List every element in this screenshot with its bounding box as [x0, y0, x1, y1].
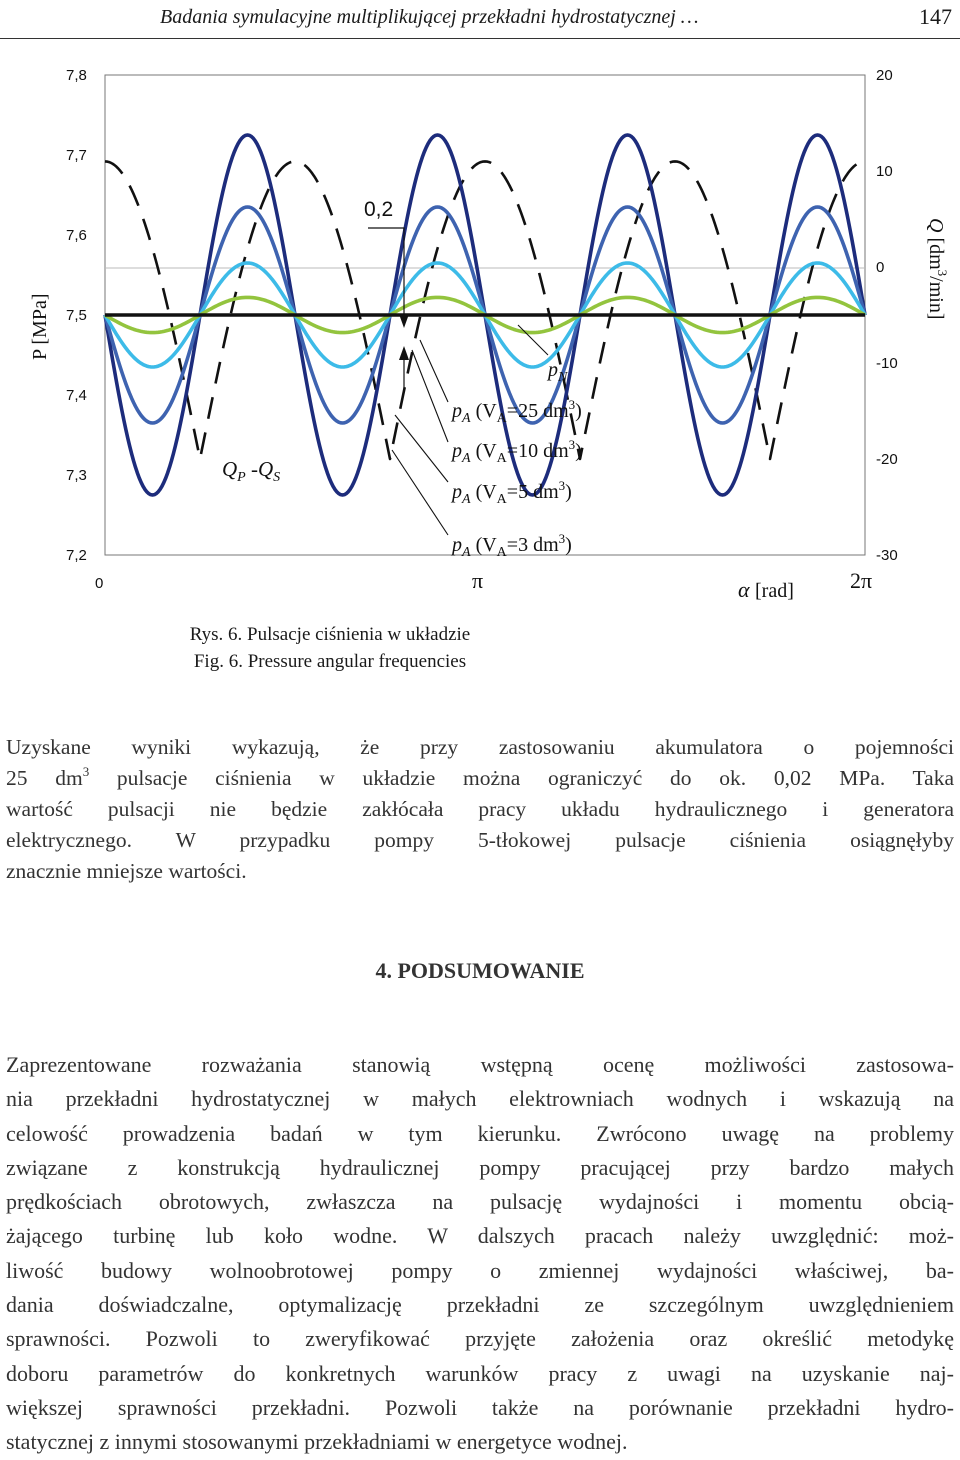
legend-fragment: =10 dm	[506, 440, 569, 462]
qp-qs-fragment: Q	[257, 457, 274, 481]
y-left-tick: 7,2	[66, 547, 87, 564]
y-left-tick: 7,4	[66, 387, 87, 404]
legend-fragment: 3	[558, 531, 566, 546]
x-tick-pi: π	[472, 568, 484, 593]
superscript: 3	[82, 764, 90, 779]
y-right-tick: -20	[876, 451, 898, 468]
legend-fragment: p	[452, 534, 462, 556]
paragraph-line: nia przekładni hydrostatycznej w małych elektrowniach wodnych i wskazują na	[6, 1086, 954, 1112]
y-right-label	[925, 218, 950, 320]
legend-leader-line	[392, 450, 448, 535]
legend-fragment: (V	[470, 481, 497, 503]
legend-fragment: )	[575, 440, 582, 462]
y-left-tick: 7,5	[66, 307, 87, 324]
legend-fragment: =3 dm	[506, 534, 559, 556]
legend-entry	[450, 397, 582, 426]
legend-fragment: A	[462, 451, 471, 466]
y-right-tick: -30	[876, 547, 898, 564]
offset-arrow-down	[399, 314, 409, 328]
paragraph-line: doboru parametrów do konkretnych warunków pracy z uwagi na uzyskanie naj-	[6, 1360, 954, 1386]
legend-leader-line	[420, 340, 448, 402]
y-right-unit-a: [dm	[925, 232, 947, 270]
legend-fragment: =25 dm	[506, 400, 569, 422]
qp-qs-label	[222, 457, 280, 485]
qp-qs-fragment: Q	[222, 457, 238, 481]
y-right-q: Q	[925, 218, 947, 233]
legend-fragment: )	[575, 400, 582, 422]
legend-fragment: A	[462, 492, 471, 507]
legend-leader-line	[412, 350, 448, 442]
paragraph-line: dania doświadczalne, optymalizację przekładni ze szczególnym uwzględnieniem	[6, 1292, 954, 1318]
section-heading: 4. PODSUMOWANIE	[375, 958, 585, 983]
legend-fragment: A	[462, 545, 471, 560]
legend-fragment: (V	[470, 534, 497, 556]
y-right-tick: 0	[876, 259, 885, 276]
paragraph-line: prędkościach obrotowych, zwłaszcza na pulsację wydajności i momentu obcią-	[6, 1189, 954, 1215]
paragraph-fragment: 25 dm	[6, 766, 83, 790]
pressure-chart	[0, 45, 960, 620]
legend-fragment: 3	[558, 478, 566, 493]
legend-entry	[450, 531, 572, 560]
legend-leader-line	[518, 325, 548, 355]
legend-fragment: )	[565, 481, 572, 503]
y-left-label: P [MPa]	[29, 293, 51, 360]
y-right-tick: -10	[876, 355, 898, 372]
x-tick-2pi: 2π	[850, 568, 873, 593]
legend-entry	[450, 437, 582, 466]
paragraph-fragment: pulsacje ciśnienia w układzie można ograniczyć do ok. 0,02 MPa. Taka	[89, 766, 954, 790]
y-right-label-text	[925, 218, 950, 320]
legend-fragment: =5 dm	[506, 481, 559, 503]
qp-qs-fragment: -	[245, 457, 258, 481]
y-left-tick: 7,7	[66, 147, 87, 164]
legend-entry	[450, 478, 572, 507]
header-rule	[0, 38, 960, 39]
qp-qs-fragment: S	[273, 470, 281, 485]
offset-label: 0,2	[364, 198, 394, 221]
y-left-tick: 7,3	[66, 467, 87, 484]
paragraph-line: znacznie mniejsze wartości.	[6, 859, 247, 883]
legend-fragment: 3	[568, 437, 576, 452]
x-tick-0: 0	[95, 575, 104, 592]
y-right-unit-sup: 3	[935, 269, 950, 277]
x-axis-symbol: α	[738, 577, 750, 602]
paragraph-line: związane z konstrukcją hydraulicznej pompy pracującej przy bardzo małych	[6, 1154, 954, 1180]
qp-qs-text	[222, 457, 280, 485]
figure-caption-pl: Rys. 6. Pulsacje ciśnienia w układzie	[189, 624, 471, 645]
qp-qs-fragment: P	[237, 470, 246, 485]
paragraph-line	[6, 763, 954, 794]
paragraph-line: Zaprezentowane rozważania stanowią wstępną ocenę możliwości zastosowa-	[6, 1052, 954, 1077]
legend-fragment: p	[452, 400, 462, 422]
paragraph-line: celowość prowadzenia badań w tym kierunku. Zwrócono uwagę na problemy	[6, 1120, 954, 1146]
legend-fragment: p	[452, 481, 462, 503]
paragraph-line: Uzyskane wyniki wykazują, że przy zastosowaniu akumulatora o pojemności	[6, 735, 954, 759]
y-left-tick: 7,6	[66, 227, 87, 244]
page-number: 147	[919, 4, 952, 29]
paragraph-line: sprawności. Pozwoli to zweryfikować przyjęte założenia oraz określić metodykę	[6, 1326, 954, 1352]
paragraph-line: statycznej z innymi stosowanymi przekładniami w energetyce wodnej.	[6, 1429, 628, 1455]
paragraph-summary	[6, 1048, 954, 1460]
y-left-tick: 7,8	[66, 67, 87, 84]
legend-fragment: A	[496, 411, 507, 426]
legend-fragment: )	[565, 534, 572, 556]
legend-fragment: p	[452, 440, 462, 462]
legend-fragment: (V	[470, 400, 497, 422]
y-right-unit-b: /min]	[925, 276, 947, 320]
x-axis-label: [rad]	[755, 580, 794, 602]
offset-arrow-up	[399, 346, 409, 360]
y-right-tick: 20	[876, 67, 893, 84]
legend-fragment: A	[462, 411, 471, 426]
paragraph-results	[6, 732, 954, 887]
legend-fragment: A	[496, 545, 507, 560]
legend-fragment: (V	[470, 440, 497, 462]
running-title: Badania symulacyjne multiplikującej przekładni hydrostatycznej …	[160, 6, 699, 28]
paragraph-line: żającego turbinę lub koło wodne. W dalszych pracach należy uwzględnić: moż-	[6, 1223, 954, 1249]
running-header	[0, 0, 960, 36]
legend-fragment: N	[558, 370, 568, 385]
legend-fragment: p	[548, 359, 558, 381]
left-axis-ticks	[66, 67, 87, 564]
legend-fragment: A	[496, 451, 507, 466]
legend	[450, 359, 582, 560]
figure-caption-en: Fig. 6. Pressure angular frequencies	[193, 651, 467, 672]
legend-leader-line	[395, 415, 448, 482]
paragraph-line: elektrycznego. W przypadku pompy 5-tłokowej pulsacje ciśnienia osiągnęłyby	[6, 828, 954, 852]
paragraph-line: liwość budowy wolnoobrotowej pompy o zmiennej wydajności właściwej, ba-	[6, 1257, 954, 1283]
paragraph-line: większej sprawności przekładni. Pozwoli także na porównanie przekładni hydro-	[6, 1394, 954, 1420]
legend-fragment: 3	[568, 397, 576, 412]
right-axis-ticks	[876, 67, 898, 564]
paragraph-line: wartość pulsacji nie będzie zakłócała pracy układu hydraulicznego i generatora	[6, 797, 954, 821]
legend-fragment: A	[496, 492, 507, 507]
y-right-tick: 10	[876, 163, 893, 180]
